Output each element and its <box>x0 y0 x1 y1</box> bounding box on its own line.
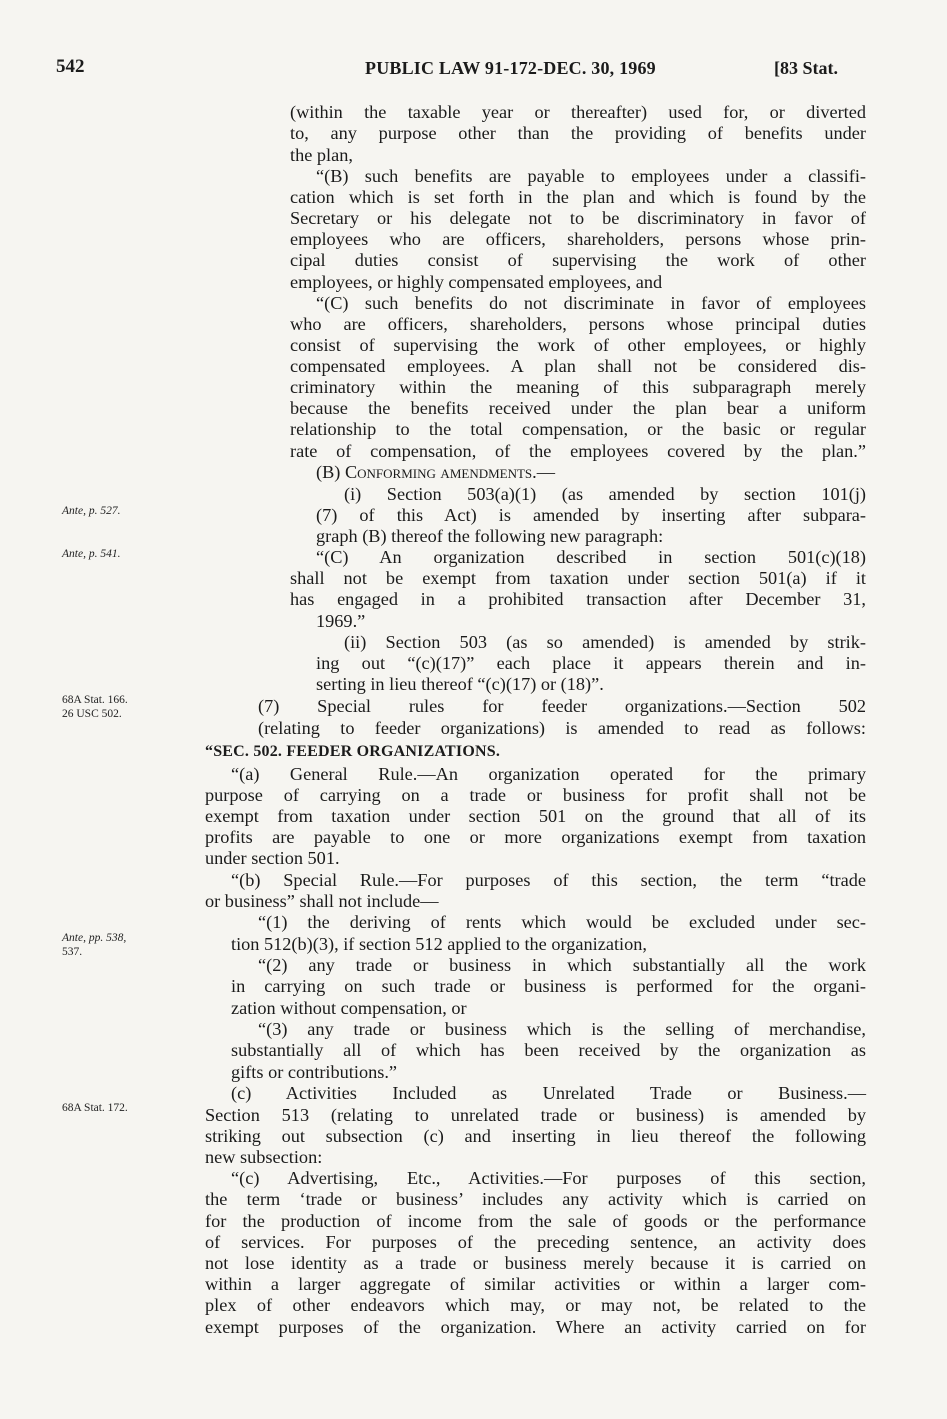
text-line: the term ‘trade or business’ includes any activity which is carried on <box>205 1189 866 1209</box>
text-line: “SEC. 502. FEEDER ORGANIZATIONS. <box>205 743 501 760</box>
text-line: compensated employees. A plan shall not be considered dis- <box>290 356 866 376</box>
page-number: 542 <box>56 56 85 77</box>
text-line: for the production of income from the sale of goods or the performance <box>205 1211 866 1231</box>
text-line: or business” shall not include— <box>205 891 439 911</box>
text-line: exempt from taxation under section 501 on the ground that all of its <box>205 806 866 826</box>
text-line: (within the taxable year or thereafter) used for, or diverted <box>290 102 866 122</box>
text-line: relationship to the total compensation, or the basic or regular <box>290 419 866 439</box>
text-line: zation without compensation, or <box>231 998 467 1018</box>
text-line: “(b) Special Rule.—For purposes of this section, the term “trade <box>231 870 866 890</box>
text-line: (c) Activities Included as Unrelated Trade or Business.— <box>231 1083 866 1103</box>
text-line: who are officers, shareholders, persons whose principal duties <box>290 314 866 334</box>
text-line: plex of other endeavors which may, or may not, be related to the <box>205 1295 866 1315</box>
margin-note: 68A Stat. 172. <box>62 1102 128 1114</box>
text-line: (7) Special rules for feeder organizations.—Section 502 <box>258 696 866 716</box>
volume-reference: [83 Stat. <box>774 58 838 78</box>
text-line: employees, or highly compensated employees, and <box>290 272 663 292</box>
text-line: (B) Conforming amendments.— <box>316 462 556 482</box>
text-line: because the benefits received under the plan bear a uniform <box>290 398 866 418</box>
text-line: shall not be exempt from taxation under section 501(a) if it <box>290 568 866 588</box>
text-line: consist of supervising the work of other employees, or highly <box>290 335 866 355</box>
text-line: “(2) any trade or business in which substantially all the work <box>258 955 866 975</box>
text-line: employees who are officers, shareholders, persons whose prin- <box>290 229 866 249</box>
text-line: tion 512(b)(3), if section 512 applied to the organization, <box>231 934 647 954</box>
text-line: in carrying on such trade or business is performed for the organi- <box>231 976 866 996</box>
margin-note: Ante, p. 541. <box>62 548 121 560</box>
text-line: rate of compensation, of the employees covered by the plan.” <box>290 441 866 461</box>
text-line: striking out subsection (c) and inserting in lieu thereof the following <box>205 1126 866 1146</box>
margin-note: Ante, pp. 538, <box>62 932 127 944</box>
text-line: “(C) such benefits do not discriminate in favor of employees <box>316 293 866 313</box>
text-line: gifts or contributions.” <box>231 1062 398 1082</box>
text-line: “(1) the deriving of rents which would be excluded under sec- <box>258 912 866 932</box>
margin-note: Ante, p. 527. <box>62 505 121 517</box>
text-line: purpose of carrying on a trade or business for profit shall not be <box>205 785 866 805</box>
text-line: Section 513 (relating to unrelated trade or business) is amended by <box>205 1105 866 1125</box>
text-line: “(a) General Rule.—An organization operated for the primary <box>231 764 866 784</box>
text-line: exempt purposes of the organization. Where an activity carried on for <box>205 1317 866 1337</box>
text-line: cipal duties consist of supervising the work of other <box>290 250 866 270</box>
text-line: 1969.” <box>316 611 366 631</box>
text-line: substantially all of which has been received by the organization as <box>231 1040 866 1060</box>
text-line: (ii) Section 503 (as so amended) is amended by strik- <box>344 632 866 652</box>
text-line: “(3) any trade or business which is the selling of merchandise, <box>258 1019 866 1039</box>
text-line: graph (B) thereof the following new paragraph: <box>316 526 664 546</box>
margin-note: 26 USC 502. <box>62 708 122 720</box>
text-line: cation which is set forth in the plan and which is found by the <box>290 187 866 207</box>
text-line: “(B) such benefits are payable to employees under a classifi- <box>316 166 866 186</box>
text-line: not lose identity as a trade or business merely because it is carried on <box>205 1253 866 1273</box>
text-line: (7) of this Act) is amended by inserting after subpara- <box>316 505 866 525</box>
text-line: under section 501. <box>205 848 340 868</box>
text-line: ing out “(c)(17)” each place it appears therein and in- <box>316 653 866 673</box>
text-line: the plan, <box>290 145 353 165</box>
text-line: (relating to feeder organizations) is amended to read as follows: <box>258 718 866 738</box>
running-head: PUBLIC LAW 91-172-DEC. 30, 1969 <box>365 58 656 78</box>
text-line: criminatory within the meaning of this subparagraph merely <box>290 377 866 397</box>
text-line: serting in lieu thereof “(c)(17) or (18)”. <box>316 674 604 694</box>
text-line: Secretary or his delegate not to be discriminatory in favor of <box>290 208 866 228</box>
text-line: within a larger aggregate of similar activities or within a larger com- <box>205 1274 866 1294</box>
margin-note: 537. <box>62 946 83 958</box>
margin-note: 68A Stat. 166. <box>62 694 128 706</box>
text-line: “(c) Advertising, Etc., Activities.—For purposes of this section, <box>231 1168 866 1188</box>
text-line: of services. For purposes of the preceding sentence, an activity does <box>205 1232 866 1252</box>
text-line: has engaged in a prohibited transaction after December 31, <box>290 589 866 609</box>
text-line: to, any purpose other than the providing of benefits under <box>290 123 866 143</box>
text-line: (i) Section 503(a)(1) (as amended by section 101(j) <box>344 484 866 504</box>
text-line: profits are payable to one or more organizations exempt from taxation <box>205 827 866 847</box>
text-line: “(C) An organization described in section 501(c)(18) <box>316 547 866 567</box>
text-line: new subsection: <box>205 1147 323 1167</box>
